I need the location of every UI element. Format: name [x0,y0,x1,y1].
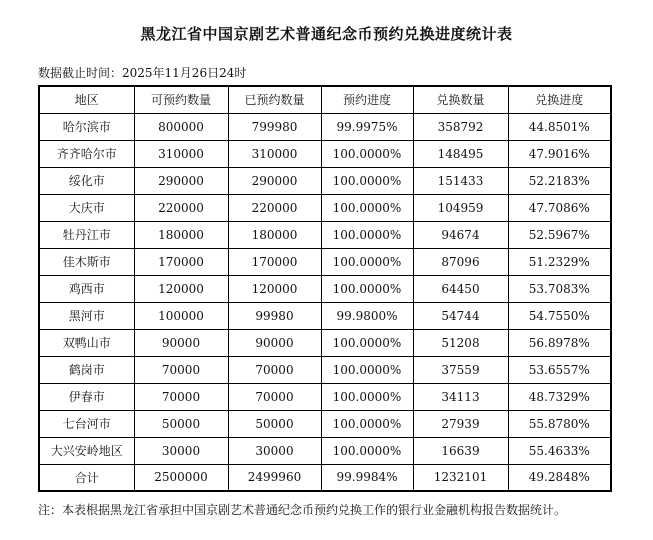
table-cell: 34113 [413,383,508,410]
table-cell: 1232101 [413,464,508,491]
table-cell: 148495 [413,140,508,167]
table-cell: 30000 [228,437,321,464]
table-cell: 双鸭山市 [39,329,134,356]
table-cell: 53.7083% [508,275,611,302]
table-cell: 70000 [134,356,228,383]
table-cell: 37559 [413,356,508,383]
table-cell: 90000 [228,329,321,356]
table-cell: 358792 [413,113,508,140]
table-cell: 52.5967% [508,221,611,248]
table-cell: 鸡西市 [39,275,134,302]
table-cell: 48.7329% [508,383,611,410]
table-row [39,302,611,329]
table-cell: 牡丹江市 [39,221,134,248]
table-row [39,113,611,140]
table-cell: 100.0000% [321,437,413,464]
table-cell: 310000 [228,140,321,167]
table-row [39,221,611,248]
table-cell: 100000 [134,302,228,329]
table-cell: 伊春市 [39,383,134,410]
table-cell: 290000 [134,167,228,194]
table-cell: 170000 [134,248,228,275]
table-cell: 哈尔滨市 [39,113,134,140]
column-header: 兑换进度 [508,86,611,113]
table-cell: 220000 [228,194,321,221]
table-cell: 44.8501% [508,113,611,140]
table-cell: 87096 [413,248,508,275]
table-cell: 47.7086% [508,194,611,221]
table-cell: 51.2329% [508,248,611,275]
table-cell: 100.0000% [321,248,413,275]
table-cell: 99.9984% [321,464,413,491]
table-cell: 99.9975% [321,113,413,140]
table-cell: 70000 [228,383,321,410]
header-row [39,86,611,113]
table-body [39,113,611,491]
table-cell: 100.0000% [321,410,413,437]
column-header: 地区 [39,86,134,113]
table-cell: 鹤岗市 [39,356,134,383]
footnote: 注：本表根据黑龙江省承担中国京剧艺术普通纪念币预约兑换工作的银行业金融机构报告数据统计。 [38,503,567,517]
table-cell: 2500000 [134,464,228,491]
table-cell: 100.0000% [321,221,413,248]
table-row [39,464,611,491]
table-cell: 55.8780% [508,410,611,437]
table-cell: 16639 [413,437,508,464]
table-row [39,329,611,356]
table-cell: 53.6557% [508,356,611,383]
page-title: 黑龙江省中国京剧艺术普通纪念币预约兑换进度统计表 [140,25,513,43]
table-cell: 100.0000% [321,140,413,167]
table-row [39,248,611,275]
table-row [39,275,611,302]
table-cell: 100.0000% [321,167,413,194]
table-cell: 大庆市 [39,194,134,221]
table-cell: 180000 [228,221,321,248]
table-cell: 310000 [134,140,228,167]
table-row [39,167,611,194]
table-cell: 151433 [413,167,508,194]
table-row [39,383,611,410]
table-cell: 104959 [413,194,508,221]
table-cell: 50000 [134,410,228,437]
table-cell: 100.0000% [321,329,413,356]
column-header: 兑换数量 [413,86,508,113]
table-cell: 180000 [134,221,228,248]
table-cell: 27939 [413,410,508,437]
table-cell: 100.0000% [321,194,413,221]
table-cell: 220000 [134,194,228,221]
table-cell: 100.0000% [321,275,413,302]
table-cell: 56.8978% [508,329,611,356]
table-cell: 54744 [413,302,508,329]
table-row [39,437,611,464]
column-header: 已预约数量 [228,86,321,113]
table-cell: 100.0000% [321,383,413,410]
table-cell: 47.9016% [508,140,611,167]
table-cell: 100.0000% [321,356,413,383]
table-cell: 99.9800% [321,302,413,329]
column-header: 可预约数量 [134,86,228,113]
table-cell: 799980 [228,113,321,140]
table-cell: 170000 [228,248,321,275]
column-header: 预约进度 [321,86,413,113]
statistics-table [38,85,612,492]
table-cell: 52.2183% [508,167,611,194]
table-cell: 120000 [228,275,321,302]
table-row [39,410,611,437]
table-cell: 800000 [134,113,228,140]
table-cell: 佳木斯市 [39,248,134,275]
table-cell: 54.7550% [508,302,611,329]
table-cell: 50000 [228,410,321,437]
table-cell: 120000 [134,275,228,302]
table-cell: 70000 [134,383,228,410]
table-cell: 绥化市 [39,167,134,194]
table-cell: 64450 [413,275,508,302]
table-cell: 七台河市 [39,410,134,437]
table-cell: 合计 [39,464,134,491]
table-row [39,194,611,221]
table-cell: 齐齐哈尔市 [39,140,134,167]
table-cell: 51208 [413,329,508,356]
table-cell: 大兴安岭地区 [39,437,134,464]
table-row [39,356,611,383]
table-cell: 黑河市 [39,302,134,329]
table-row [39,140,611,167]
table-cell: 94674 [413,221,508,248]
table-cell: 55.4633% [508,437,611,464]
data-cutoff-time: 数据截止时间：2025年11月26日24时 [38,66,247,80]
table-cell: 49.2848% [508,464,611,491]
table-cell: 290000 [228,167,321,194]
table-cell: 70000 [228,356,321,383]
table-cell: 90000 [134,329,228,356]
table-cell: 2499960 [228,464,321,491]
table-cell: 30000 [134,437,228,464]
table-cell: 99980 [228,302,321,329]
document-page [0,24,653,540]
